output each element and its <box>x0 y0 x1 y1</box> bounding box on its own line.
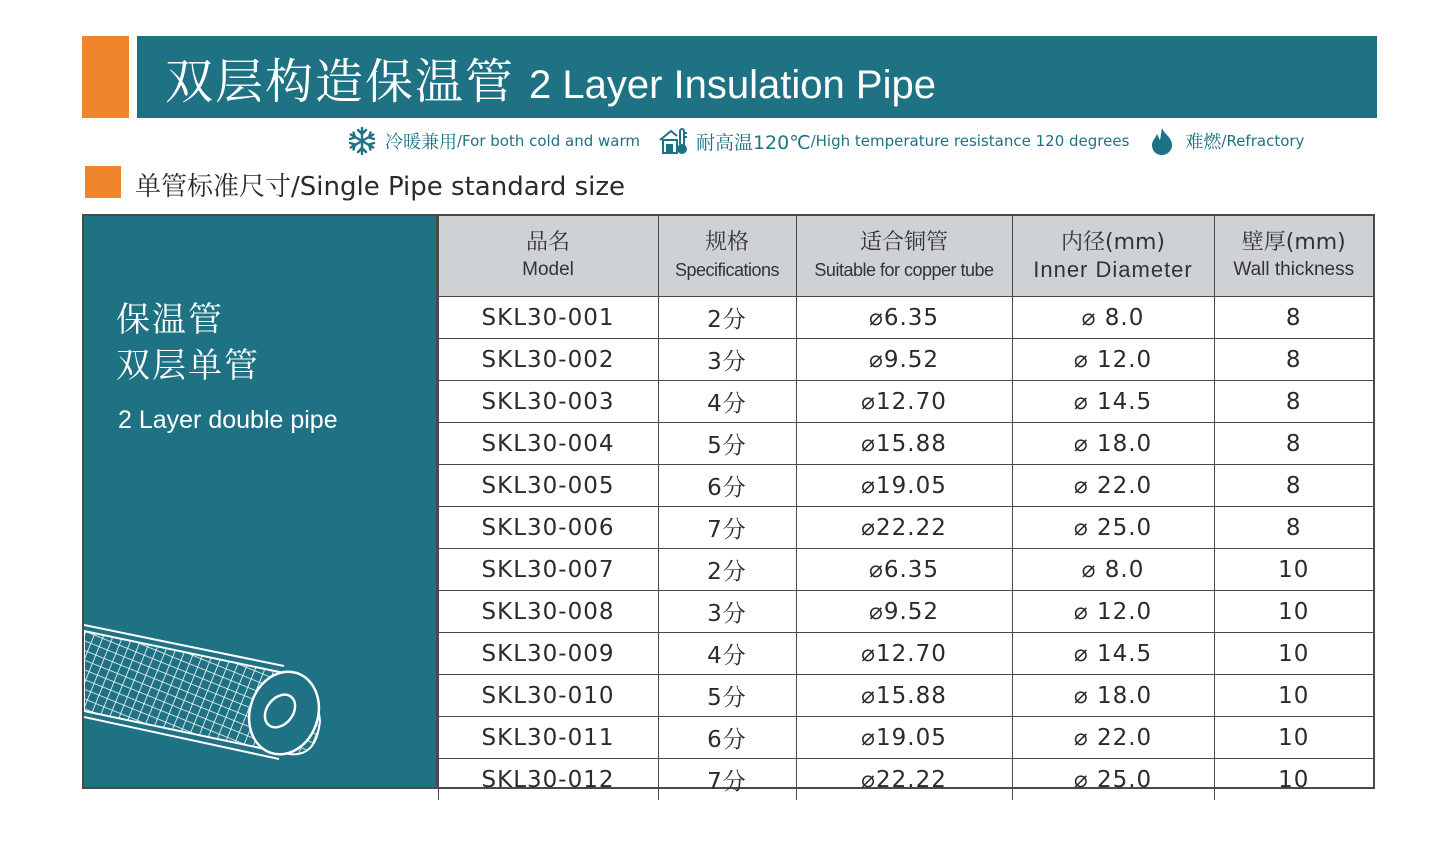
cell-copper-tube: ⌀12.70 <box>796 381 1012 423</box>
cell-model: SKL30-012 <box>438 759 658 801</box>
cell-inner-diameter: ⌀ 14.5 <box>1012 633 1214 675</box>
feature-cold-warm <box>345 124 640 158</box>
cell-spec: 7分 <box>658 759 796 801</box>
cell-wall-thickness: 10 <box>1214 591 1373 633</box>
header-spec-cn: 规格 <box>704 230 749 255</box>
spec-table <box>438 216 1374 800</box>
subheading-accent-block <box>85 166 121 198</box>
cell-wall-thickness: 8 <box>1214 381 1373 423</box>
table-header-row <box>438 216 1373 297</box>
header-specifications <box>658 216 796 297</box>
cell-spec: 5分 <box>658 423 796 465</box>
flame-icon <box>1145 124 1179 158</box>
cell-spec: 3分 <box>658 591 796 633</box>
cell-model: SKL30-003 <box>438 381 658 423</box>
cell-spec: 5分 <box>658 675 796 717</box>
feature-cold-warm-cn: 冷暖兼用 <box>385 132 457 153</box>
cell-copper-tube: ⌀9.52 <box>796 339 1012 381</box>
header-inner-cn: 内径(mm) <box>1060 230 1166 255</box>
cell-wall-thickness: 10 <box>1214 549 1373 591</box>
cell-copper-tube: ⌀15.88 <box>796 423 1012 465</box>
thermometer-house-icon <box>656 124 690 158</box>
feature-high-temp-cn: 耐高温120℃ <box>695 131 811 154</box>
header-copper-tube <box>796 216 1012 297</box>
section-subheading: 单管标准尺寸/Single Pipe standard size <box>135 171 626 202</box>
cell-model: SKL30-011 <box>438 717 658 759</box>
cell-inner-diameter: ⌀ 12.0 <box>1012 591 1214 633</box>
cell-wall-thickness: 10 <box>1214 759 1373 801</box>
header-spec-en: Specifications <box>674 260 780 280</box>
side-panel-title-line2: 双层单管 <box>116 346 260 386</box>
title-banner <box>137 36 1377 118</box>
cell-model: SKL30-008 <box>438 591 658 633</box>
cell-inner-diameter: ⌀ 25.0 <box>1012 759 1214 801</box>
cell-inner-diameter: ⌀ 8.0 <box>1012 549 1214 591</box>
cell-spec: 4分 <box>658 633 796 675</box>
cell-model: SKL30-006 <box>438 507 658 549</box>
cell-inner-diameter: ⌀ 18.0 <box>1012 675 1214 717</box>
cell-wall-thickness: 8 <box>1214 297 1373 339</box>
page-title <box>165 43 936 112</box>
table-row <box>438 549 1373 591</box>
table-body <box>438 297 1373 801</box>
page-title-cn: 双层构造保温管 <box>165 53 516 110</box>
cell-inner-diameter: ⌀ 8.0 <box>1012 297 1214 339</box>
table-row <box>438 423 1373 465</box>
header-model <box>438 216 658 297</box>
cell-copper-tube: ⌀15.88 <box>796 675 1012 717</box>
cell-wall-thickness: 10 <box>1214 675 1373 717</box>
cell-inner-diameter: ⌀ 12.0 <box>1012 339 1214 381</box>
table-row <box>438 507 1373 549</box>
cell-model: SKL30-007 <box>438 549 658 591</box>
cell-spec: 2分 <box>658 549 796 591</box>
cell-copper-tube: ⌀22.22 <box>796 507 1012 549</box>
pipe-illustration <box>84 611 436 771</box>
cell-model: SKL30-009 <box>438 633 658 675</box>
product-side-panel <box>84 216 438 787</box>
table-row <box>438 591 1373 633</box>
header-wall-cn: 壁厚(mm) <box>1241 230 1346 255</box>
cell-wall-thickness: 8 <box>1214 465 1373 507</box>
cell-model: SKL30-010 <box>438 675 658 717</box>
cell-model: SKL30-004 <box>438 423 658 465</box>
cell-inner-diameter: ⌀ 18.0 <box>1012 423 1214 465</box>
table-row <box>438 339 1373 381</box>
cell-inner-diameter: ⌀ 22.0 <box>1012 717 1214 759</box>
table-row <box>438 465 1373 507</box>
cell-copper-tube: ⌀19.05 <box>796 717 1012 759</box>
cell-wall-thickness: 8 <box>1214 423 1373 465</box>
header-model-en: Model <box>522 259 574 280</box>
header-copper-cn: 适合铜管 <box>859 230 948 255</box>
header-inner-en: Inner Diameter <box>1033 257 1193 282</box>
cell-copper-tube: ⌀6.35 <box>796 549 1012 591</box>
cell-copper-tube: ⌀9.52 <box>796 591 1012 633</box>
cell-model: SKL30-002 <box>438 339 658 381</box>
header-inner-diameter <box>1012 216 1214 297</box>
cell-inner-diameter: ⌀ 25.0 <box>1012 507 1214 549</box>
cell-copper-tube: ⌀19.05 <box>796 465 1012 507</box>
table-row <box>438 717 1373 759</box>
cell-spec: 6分 <box>658 465 796 507</box>
feature-high-temp-en: /High temperature resistance 120 degrees <box>810 132 1130 150</box>
header-wall-thickness <box>1214 216 1373 297</box>
cell-copper-tube: ⌀22.22 <box>796 759 1012 801</box>
cell-spec: 6分 <box>658 717 796 759</box>
cell-copper-tube: ⌀6.35 <box>796 297 1012 339</box>
header-wall-en: Wall thickness <box>1233 259 1355 280</box>
cell-inner-diameter: ⌀ 14.5 <box>1012 381 1214 423</box>
side-panel-title-line1: 保温管 <box>116 300 224 340</box>
cell-spec: 7分 <box>658 507 796 549</box>
title-accent-block <box>82 36 129 118</box>
cell-copper-tube: ⌀12.70 <box>796 633 1012 675</box>
feature-high-temp <box>656 124 1129 158</box>
cell-model: SKL30-005 <box>438 465 658 507</box>
table-row <box>438 675 1373 717</box>
cell-spec: 4分 <box>658 381 796 423</box>
feature-refractory <box>1145 124 1304 158</box>
table-row <box>438 297 1373 339</box>
table-row <box>438 759 1373 801</box>
spec-table-container <box>82 214 1375 795</box>
cell-inner-diameter: ⌀ 22.0 <box>1012 465 1214 507</box>
feature-cold-warm-en: /For both cold and warm <box>457 132 640 150</box>
side-panel-subtitle: 2 Layer double pipe <box>118 406 338 434</box>
cell-wall-thickness: 8 <box>1214 507 1373 549</box>
cell-wall-thickness: 10 <box>1214 717 1373 759</box>
feature-refractory-cn: 难燃 <box>1185 132 1222 153</box>
cell-spec: 3分 <box>658 339 796 381</box>
cell-spec: 2分 <box>658 297 796 339</box>
feature-refractory-en: /Refractory <box>1221 132 1305 150</box>
feature-list <box>345 124 1375 158</box>
page-title-en: 2 Layer Insulation Pipe <box>529 62 936 107</box>
cell-model: SKL30-001 <box>438 297 658 339</box>
table-row <box>438 633 1373 675</box>
header-model-cn: 品名 <box>525 230 570 255</box>
table-row <box>438 381 1373 423</box>
cell-wall-thickness: 8 <box>1214 339 1373 381</box>
cell-wall-thickness: 10 <box>1214 633 1373 675</box>
header-copper-en: Suitable for copper tube <box>814 260 994 280</box>
snowflake-icon <box>345 124 379 158</box>
